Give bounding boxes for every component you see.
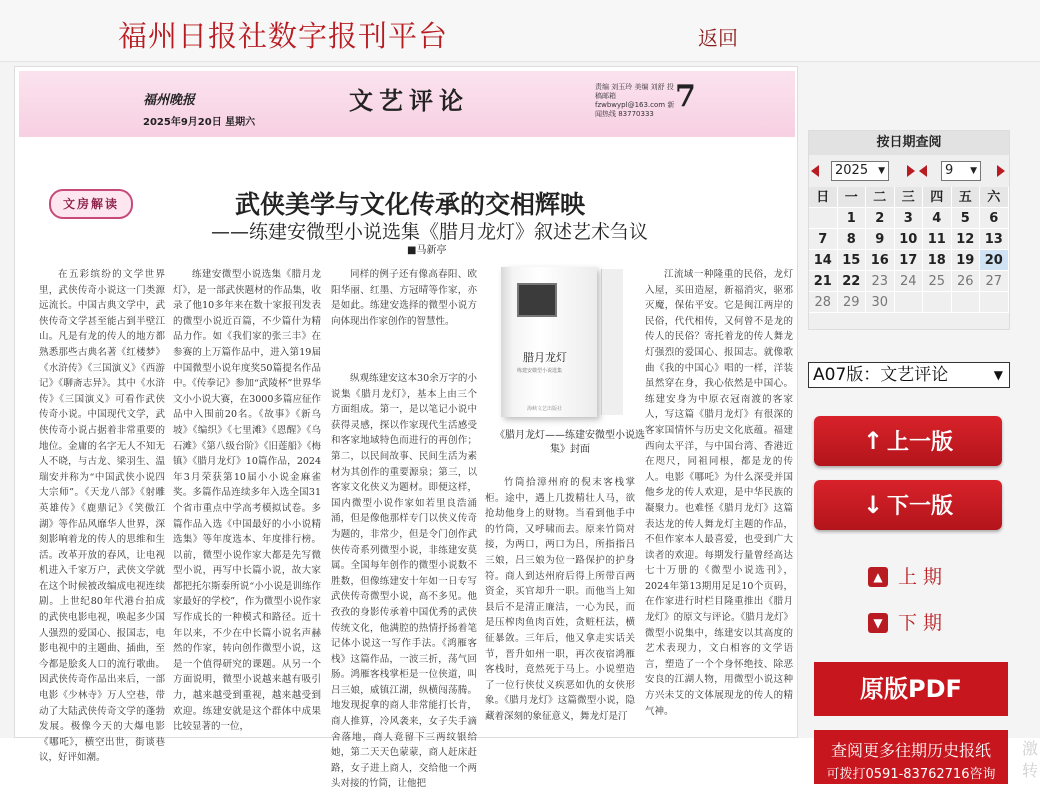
month-select[interactable] bbox=[941, 161, 981, 181]
article-column-1 bbox=[39, 267, 165, 764]
book-cover-publisher: 海峡文艺出版社 bbox=[527, 406, 563, 412]
next-edition-button[interactable] bbox=[814, 480, 1002, 530]
calendar-day: 26 bbox=[952, 271, 981, 292]
column-text: 江流域一种隆重的民俗，龙灯入屋，买田造屋，新福消灾，驱邪灭魔，保佑平安。它是闽江两岸的民俗，代代相传，又何曾不是龙的传人的民俗？寄托着龙的传人舞龙灯强烈的爱国心、报国志。就像歌曲《我的中国心》唱的一样，洋装虽然穿在身，我心依然是中国心。练建安身为中原衣冠南渡的客家人，写这篇《腊月龙灯》有很深的客家国情怀与历史文化底蕴。福建西向太平洋，与中国台湾、香港近在咫尺，同祖同根，都是龙的传人。电影《哪吒》为什么深受并国他乡龙的传人欢迎，是中华民族的凝聚力。也难怪《腊月龙灯》这篇表达龙的传人舞龙灯主题的作品，不但作家本人最喜爱，也受到广大读者的欢迎。每期发行量曾经高达七十万册的《微型小说选刊》，2024年第13期用足足10个页码，在作家进行时栏目隆重推出《腊月龙灯》的原文与评论。《腊月龙灯》微型小说集中，练建安以其高度的艺术表现力，文白相容的文学语言，塑造了一个个身怀绝技、除恶安良的江湖人物，用微型小说这种方兴未艾的文体展现龙的传人的精气神。 bbox=[645, 269, 793, 717]
chevron-down-icon: ▼ bbox=[993, 368, 1003, 382]
book-cover bbox=[501, 267, 597, 417]
newspaper-page[interactable] bbox=[14, 66, 798, 790]
column-badge bbox=[49, 189, 133, 219]
prev-edition-label: 上一版 bbox=[887, 430, 954, 455]
article-column-2 bbox=[173, 267, 321, 733]
book-cover-title: 腊月龙灯 bbox=[523, 351, 567, 364]
calendar-day[interactable]: 13 bbox=[980, 229, 1009, 250]
weekday-label: 三 bbox=[895, 187, 924, 208]
page-masthead bbox=[19, 71, 795, 137]
watermark-line-1: 激 bbox=[1022, 739, 1039, 758]
arrow-down-icon: ▼ bbox=[868, 613, 888, 633]
calendar-grid bbox=[809, 187, 1009, 313]
next-issue-link[interactable] bbox=[868, 608, 942, 635]
article-column-3 bbox=[331, 267, 477, 363]
calendar-week-row bbox=[809, 208, 1009, 229]
calendar-day[interactable]: 15 bbox=[838, 250, 867, 271]
top-bar bbox=[0, 0, 1040, 62]
chevron-down-icon: ▼ bbox=[878, 166, 885, 176]
prev-edition-button[interactable] bbox=[814, 416, 1002, 466]
calendar-day: 23 bbox=[866, 271, 895, 292]
book-cover-image bbox=[501, 267, 625, 427]
calendar-day: 24 bbox=[895, 271, 924, 292]
history-line-1: 查阅更多往期历史报纸 bbox=[830, 741, 991, 760]
month-value: 9 bbox=[945, 163, 954, 178]
calendar-day: 30 bbox=[866, 292, 895, 313]
calendar-week-row bbox=[809, 229, 1009, 250]
calendar-empty-cell bbox=[952, 292, 981, 313]
date-calendar bbox=[808, 130, 1010, 330]
prev-month-icon[interactable] bbox=[919, 165, 927, 177]
calendar-day[interactable]: 8 bbox=[838, 229, 867, 250]
next-issue-label: 下 期 bbox=[898, 612, 943, 634]
calendar-empty-cell bbox=[923, 292, 952, 313]
weekday-label: 日 bbox=[809, 187, 838, 208]
calendar-day[interactable]: 7 bbox=[809, 229, 838, 250]
calendar-day[interactable]: 21 bbox=[809, 271, 838, 292]
calendar-day: 28 bbox=[809, 292, 838, 313]
column-badge-label: 文房解读 bbox=[62, 197, 119, 211]
calendar-title: 按日期查阅 bbox=[809, 131, 1009, 155]
calendar-day[interactable]: 16 bbox=[866, 250, 895, 271]
edition-select[interactable] bbox=[808, 362, 1010, 388]
prev-issue-label: 上 期 bbox=[898, 566, 943, 588]
column-text: 在五彩缤纷的文学世界里，武侠传奇小说这一门类源远流长。中国古典文学中，武侠传奇文学甚至能占到半壁江山。凡是有龙的传人的地方都熟悉那些古典名著《红楼梦》《水浒传》《三国演义》《西游记》《聊斋志异》。其中《水浒传》《三国演义》可看作武侠传奇小说。中国现代文学，武侠传奇小说占据着非常重要的地位。金庸的名字无人不知无人不晓，与古龙、梁羽生、温瑞安并称为“中国武侠小说四大宗师”。《天龙八部》《射雕英雄传》《鹿鼎记》《笑傲江湖》等作品风靡华人世界，深刻影响着龙的传人的思维和生活。改革开放的春风，让电视机进入千家万户，武侠文学就在这个时候被改编成电视连续剧。上世纪80年代港台拍成的武侠电影电视，唤起多少国人强烈的爱国心、报国志，电影电视中的主题曲、插曲，至今都是脍炙人口的流行歌曲。因武侠传奇作品出来后，一部电影《少林寺》万人空巷，带动了大陆武侠传奇文学的蓬勃发展。极像今天的大爆电影《哪吒》，横空出世，街谈巷议，好评如潮。 bbox=[39, 269, 165, 764]
weekday-label: 五 bbox=[952, 187, 981, 208]
arrow-up-icon: ↑ bbox=[862, 427, 884, 455]
editors-info: 责编 刘玉玲 美编 刘舒 投稿邮箱 fzwbwypl@163.com 新闻热线 83770333 bbox=[595, 83, 675, 118]
edition-value: A07版：文艺评论 bbox=[813, 365, 949, 385]
calendar-day[interactable]: 14 bbox=[809, 250, 838, 271]
column-text: 纵观练建安这本30余万字的小说集《腊月龙灯》，基本上由三个方面组成。第一，是以笔记小说中获得灵感，探以作家现代生活感受和客家地域特色而进行的再创作；第二，以民间故事、民间生活为素材为其创作的重要源泉；第三，以客家文化侠义为题材。即便这样，国内微型小说作家如若里良浩涌涌，但是像他那样专门以侠义传奇为题的，非常少，但是令门创作武侠传奇系列微型小说，非练建安莫属。全国每年创作的微型小说数不胜数，但像练建安十年如一日专写武侠传奇微型小说，高不多见。他孜孜的身影传承着中国优秀的武侠传统文化，他满腔的热情抒扬着笔记体小说这一写作手法。《鸿雁客栈》这篇作品，一波三折，荡气回肠。鸿雁客栈掌柜是一位侠道，叫吕三娘，威镇江湖，纵横闯荡腾。地发现捉拿的商人非常能打长肯，商人推算，冷风袭来，女子失手滴舍落地，商人竟留下三两纹银给她，第二天天色蒙蒙，商人赶床赶路，女子进上商人，交给他一个两头对接的竹筒，让他把 bbox=[331, 373, 477, 790]
calendar-empty-cell bbox=[980, 292, 1009, 313]
calendar-day[interactable]: 6 bbox=[980, 208, 1009, 229]
image-caption: 《腊月龙灯——练建安微型小说选集》封面 bbox=[495, 430, 645, 455]
weekday-row bbox=[809, 187, 1009, 208]
calendar-day[interactable]: 4 bbox=[923, 208, 952, 229]
history-button[interactable] bbox=[814, 730, 1008, 784]
calendar-day[interactable]: 19 bbox=[952, 250, 981, 271]
calendar-day[interactable]: 1 bbox=[838, 208, 867, 229]
column-text: 竹筒拾漳州府的倪末客栈掌柜。途中，遇上几拨精壮人马，欲抢劫他身上的财物。当看到他手中的竹筒，又呼啸而去。原来竹筒对接，为两口，两口为吕，所指指吕三娘，吕三娘为位一路保护的护身符。商人到达州府后得上所带百两资金，买官却升一职。而他当上知县后不是清正廉洁，一心为民，而是压榨肉鱼肉百姓，贪赃枉法，横征暴敛。三年后，他又拿走实话关节，晋升如州一职，再次夜宿鸿雁客栈时，竟然死于马上。小说塑造了一位行侠仗义疾恶如仇的女侠形象。《腊月龙灯》这篇微型小说，隐藏着深刻的象征意义，舞龙灯是汀 bbox=[485, 477, 635, 722]
calendar-day[interactable]: 11 bbox=[923, 229, 952, 250]
year-select[interactable] bbox=[831, 161, 889, 181]
site-title: 福州日报社数字报刊平台 bbox=[118, 19, 449, 53]
watermark-line-2: 转 bbox=[1022, 761, 1039, 780]
right-sidebar bbox=[808, 126, 1010, 798]
prev-year-icon[interactable] bbox=[811, 165, 819, 177]
paper-date: 2025年9月20日 星期六 bbox=[143, 117, 256, 128]
article-column-4 bbox=[485, 475, 635, 725]
weekday-label: 一 bbox=[838, 187, 867, 208]
calendar-day[interactable]: 10 bbox=[895, 229, 924, 250]
pdf-button[interactable]: 原版PDF bbox=[814, 662, 1008, 716]
calendar-week-row bbox=[809, 292, 1009, 313]
arrow-down-icon: ↓ bbox=[862, 491, 884, 519]
calendar-day[interactable]: 12 bbox=[952, 229, 981, 250]
column-text: 同样的例子还有像高春阳、欧阳华丽、红墨、方冠晴等作家，亦是如此。练建安选择的微型小说方向体现出作家创作的智慧性。 bbox=[331, 269, 477, 327]
weekday-label: 二 bbox=[866, 187, 895, 208]
watermark bbox=[1022, 738, 1038, 782]
section-title: 文艺评论 bbox=[349, 86, 469, 115]
article-column-5 bbox=[645, 267, 793, 725]
weekday-label: 六 bbox=[980, 187, 1009, 208]
weekday-label: 四 bbox=[923, 187, 952, 208]
book-cover-subtitle: 练建安微型小说选集 bbox=[517, 368, 563, 374]
article-subhead: ——练建安微型小说选集《腊月龙灯》叙述艺术刍议 bbox=[211, 221, 649, 243]
calendar-day[interactable]: 17 bbox=[895, 250, 924, 271]
chevron-down-icon: ▼ bbox=[970, 166, 977, 176]
next-year-icon[interactable] bbox=[907, 165, 915, 177]
article-column-3-lower bbox=[331, 371, 477, 790]
column-text: 练建安微型小说选集《腊月龙灯》，是一部武侠题材的作品集，收录了他10多年来在数十家报刊发表的微型小说近百篇，不少篇什为精品力作。如《我们家的张三丰》在参赛的上万篇作品中，进入第19届中国微型小说年度奖50篇提名作品中。《传拳记》参加“武陵杯”世界华文小小说大赛，在3000多篇应征作品中入围前20名。《故事》《新乌坡》《编织》《七里滩》《恩醒》《乌石滩》《第八级台阶》《旧莲船》《梅镇》《腊月龙灯》10篇作品，2024年3月荣获第10届小小说金麻雀奖。多篇作品连续多年入选全国31个省市重点中学高考模拟试卷。多篇作品入选《中国最好的小小说精选集》等年度选本、年度排行榜。以前，微型小说作家大都是先写微型小说，再写中长篇小说，故大家都把托尔斯泰所说“小小说是训练作家最好的学校”，作为微型小说作家写作成长的一种模式和路径。近十年以来，不少在中长篇小说名声赫然的作家，转向创作微型小说，这是一个值得研究的课题。从另一个方面说明，微型小说越来越有吸引力，越来越受到重视，越来越受到欢迎。练建安就是这个群体中成果比较显著的一位， bbox=[173, 269, 321, 733]
calendar-day[interactable]: 22 bbox=[838, 271, 867, 292]
back-link[interactable]: 返回 bbox=[698, 26, 738, 50]
paper-brand: 福州晚报 bbox=[143, 93, 196, 108]
page-number: 7 bbox=[675, 79, 696, 114]
calendar-day: 25 bbox=[923, 271, 952, 292]
calendar-day[interactable]: 5 bbox=[952, 208, 981, 229]
prev-issue-link[interactable] bbox=[868, 562, 942, 589]
next-edition-label: 下一版 bbox=[887, 494, 954, 519]
arrow-up-icon: ▲ bbox=[868, 567, 888, 587]
calendar-week-row bbox=[809, 250, 1009, 271]
book-cover-illustration bbox=[517, 283, 557, 317]
calendar-week-row bbox=[809, 271, 1009, 292]
calendar-day[interactable]: 3 bbox=[895, 208, 924, 229]
history-line-2: 可拨打0591-83762716咨询 bbox=[826, 767, 996, 782]
calendar-day: 27 bbox=[980, 271, 1009, 292]
calendar-day[interactable]: 20 bbox=[980, 250, 1009, 271]
calendar-day: 29 bbox=[838, 292, 867, 313]
calendar-empty-cell bbox=[895, 292, 924, 313]
article-byline: ■马新亭 bbox=[407, 245, 447, 256]
book-spine bbox=[601, 269, 623, 415]
calendar-empty-cell bbox=[809, 208, 838, 229]
next-month-icon[interactable] bbox=[997, 165, 1005, 177]
article-headline: 武侠美学与文化传承的交相辉映 bbox=[235, 190, 586, 219]
calendar-day[interactable]: 2 bbox=[866, 208, 895, 229]
year-value: 2025 bbox=[835, 163, 869, 178]
calendar-nav bbox=[809, 161, 1009, 183]
content-area bbox=[0, 62, 1040, 790]
calendar-day[interactable]: 9 bbox=[866, 229, 895, 250]
calendar-day[interactable]: 18 bbox=[923, 250, 952, 271]
